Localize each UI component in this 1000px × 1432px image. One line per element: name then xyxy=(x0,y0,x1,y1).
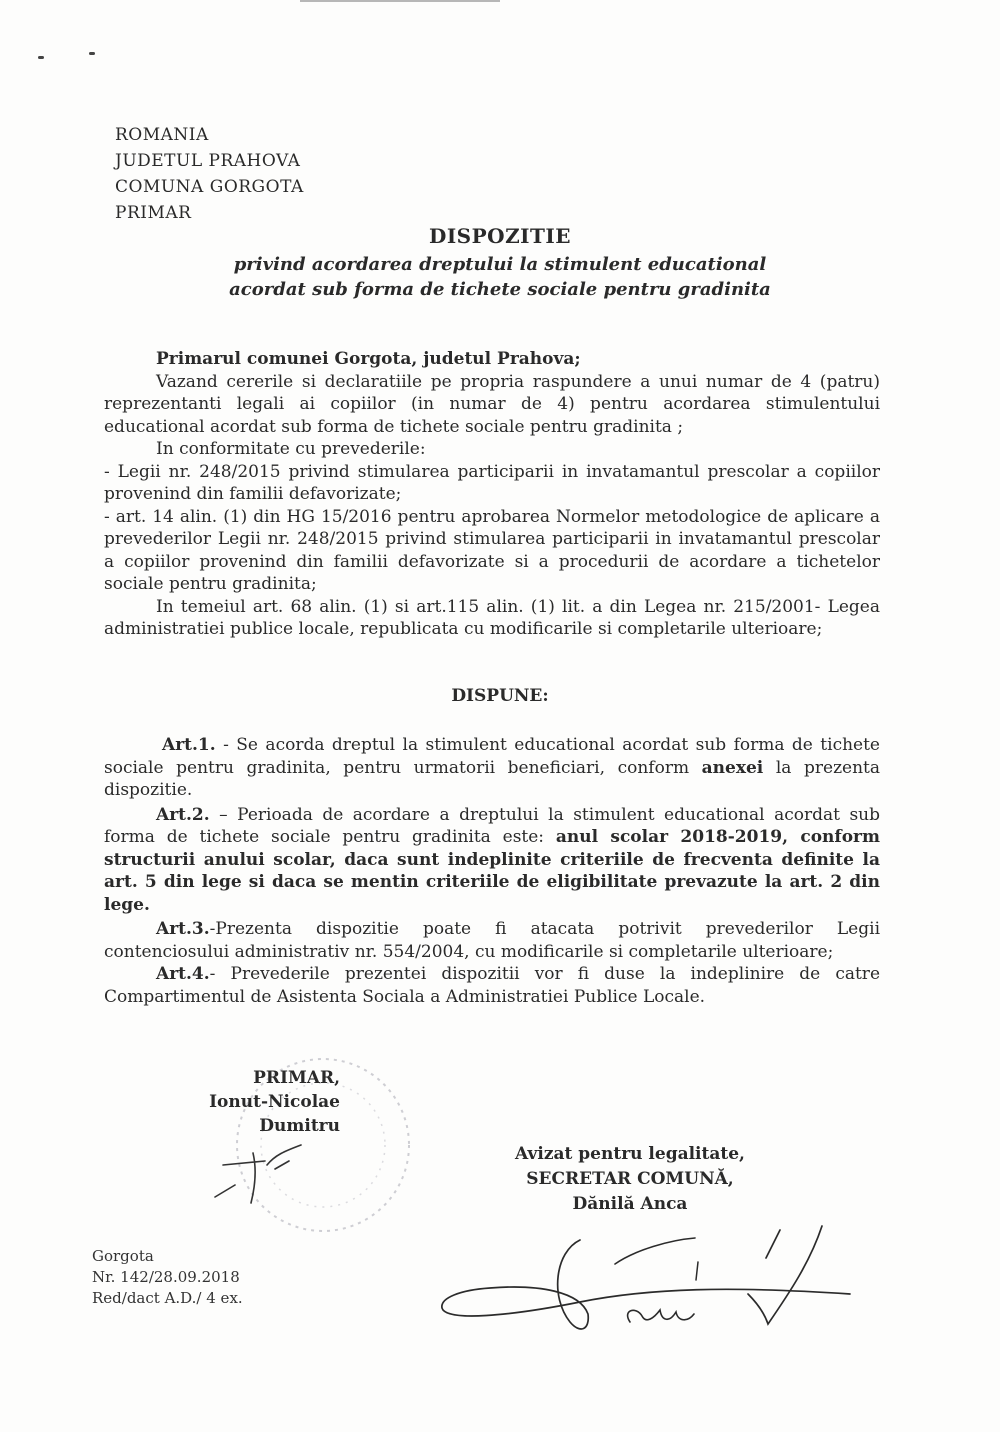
footer-place: Gorgota xyxy=(92,1247,154,1265)
article-2-label: Art.2. xyxy=(156,804,210,825)
header-office: PRIMAR xyxy=(115,203,192,223)
article-4 xyxy=(104,963,880,1008)
articles xyxy=(104,734,880,1008)
article-2 xyxy=(104,804,880,917)
preamble-issuer: Primarul comunei Gorgota, judetul Prahova; xyxy=(156,349,581,369)
secretary-signature-block xyxy=(510,1142,750,1217)
header-county: JUDETUL PRAHOVA xyxy=(115,151,301,171)
document-title: DISPOZITIE xyxy=(428,224,572,248)
subtitle-line-2: acordat sub forma de tichete sociale pentru gradinita xyxy=(229,279,771,300)
preamble-paragraph: - art. 14 alin. (1) din HG 15/2016 pentru aprobarea Normelor metodologice de aplicare a prevederilor Legii nr. 248/2015 privind stimularea participarii in invatamantul prescolar a copiilor provenind din familii defavorizate si a procedurii de acordare a tichetelor sociale pentru gradinita; xyxy=(104,506,880,594)
document-subtitle xyxy=(0,252,1000,302)
article-3-label: Art.3. xyxy=(156,919,210,939)
article-1-annex: anexei xyxy=(701,757,764,778)
article-4-text: - Prevederile prezentei dispozitii vor fi duse la indeplinire de catre Compartimentul de Asistenta Sociala a Administratiei Publice Locale. xyxy=(104,964,880,1007)
article-1-text: - Se acorda dreptul la stimulent educational acordat sub forma de tichete sociale pentru gradinita, pentru urmatorii beneficiari, conform xyxy=(104,735,880,778)
preamble-paragraph: - Legii nr. 248/2015 privind stimularea participarii in invatamantul prescolar a copiilor provenind din familii defavorizate; xyxy=(104,461,880,504)
preamble-paragraph: In temeiul art. 68 alin. (1) si art.115 alin. (1) lit. a din Legea nr. 215/2001- Legea administratiei publice locale, republicata cu modificarile si completarile ulterioare; xyxy=(104,596,880,639)
mayor-signature xyxy=(205,1125,325,1215)
preamble-paragraph: Vazand cererile si declaratiile pe propria raspundere a unui numar de 4 (patru) reprezentanti legali ai copiilor (in numar de 4) pentru acordarea stimulentului educational acordat sub forma de tichete sociale pentru gradinita ; xyxy=(104,371,880,437)
article-4-label: Art.4. xyxy=(156,964,210,984)
article-1-text-end: la prezenta dispozitie. xyxy=(104,757,880,800)
scan-edge-line xyxy=(300,0,500,2)
scan-speck xyxy=(38,56,44,59)
article-3-text: -Prezenta dispozitie poate fi atacata potrivit prevederilor Legii contenciosului administrativ nr. 554/2004, cu modificarile si completarile ulterioare; xyxy=(104,919,880,962)
scan-speck xyxy=(89,52,95,55)
article-3 xyxy=(104,918,880,963)
preamble xyxy=(104,348,880,641)
dispune-heading: DISPUNE: xyxy=(451,686,549,706)
secretary-approval: Avizat pentru legalitate, xyxy=(515,1144,745,1164)
secretary-name: Dănilă Anca xyxy=(572,1194,688,1214)
article-2-text: – Perioada de acordare a dreptului la stimulent educational acordat sub forma de tichete sociale pentru gradinita este: xyxy=(104,804,880,847)
preamble-paragraph: In conformitate cu prevederile: xyxy=(156,439,426,459)
header-commune: COMUNA GORGOTA xyxy=(115,177,304,197)
document-footer xyxy=(92,1246,243,1309)
header-country: ROMANIA xyxy=(115,125,209,145)
secretary-signature xyxy=(430,1222,870,1352)
article-1-label: Art.1. xyxy=(162,735,216,755)
article-2-period: anul scolar 2018-2019, conform structurii anului scolar, daca sunt indeplinite criteriile de frecventa definite la art. 5 din lege si daca se mentin criteriile de eligibilitate prevazute la art. 2 din lege. xyxy=(104,827,880,915)
mayor-role: PRIMAR, xyxy=(253,1068,340,1088)
footer-ref: Red/dact A.D./ 4 ex. xyxy=(92,1289,243,1307)
article-1 xyxy=(104,734,880,802)
secretary-role: SECRETAR COMUNĂ, xyxy=(526,1169,734,1189)
subtitle-line-1: privind acordarea dreptului la stimulent educational xyxy=(233,254,767,275)
footer-number: Nr. 142/28.09.2018 xyxy=(92,1268,240,1286)
mayor-name: Ionut-Nicolae Dumitru xyxy=(209,1092,340,1136)
document-header xyxy=(115,122,304,226)
